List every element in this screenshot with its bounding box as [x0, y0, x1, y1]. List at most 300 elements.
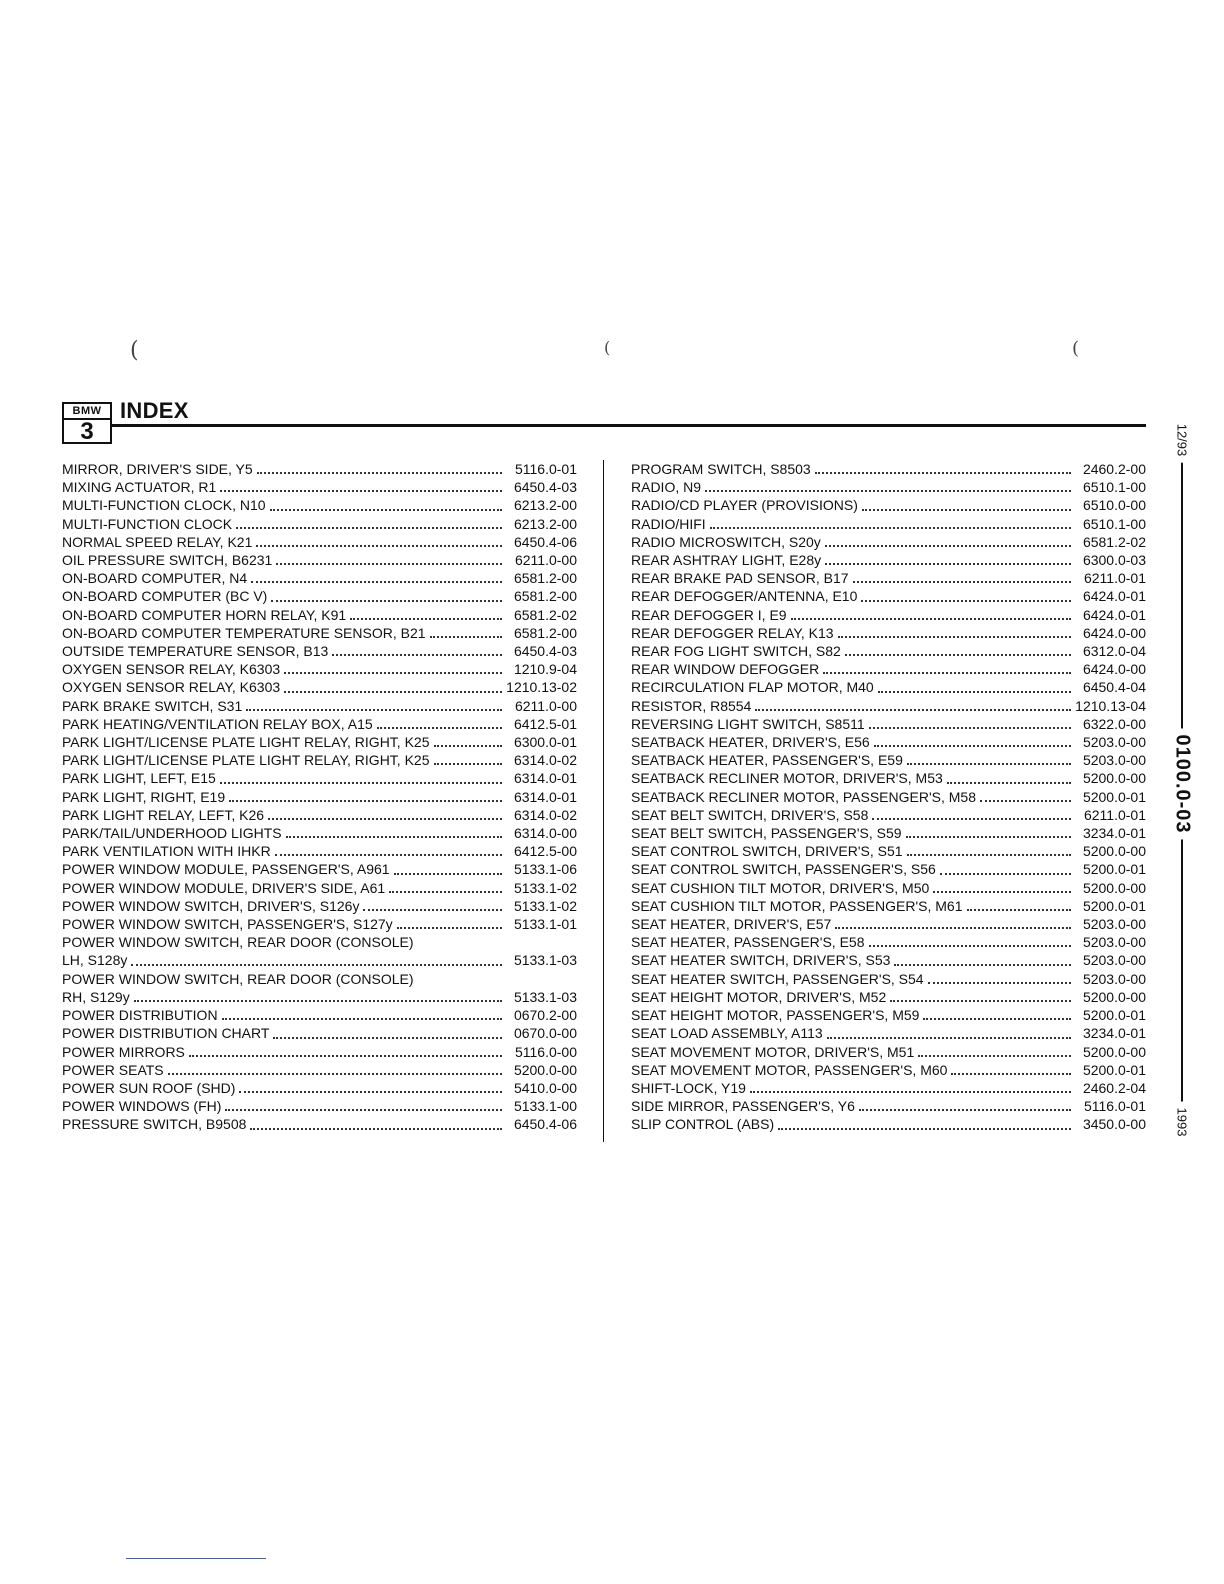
sidebar-page-number: 0100.0-03	[1171, 728, 1194, 839]
index-entry	[62, 842, 577, 860]
dot-leader	[710, 525, 1071, 529]
dot-leader	[907, 761, 1071, 765]
entry-reference: 5200.0-00	[1082, 843, 1146, 860]
entry-label: SEATBACK HEATER, DRIVER'S, E56	[631, 734, 870, 751]
entry-label: REAR DEFOGGER RELAY, K13	[631, 624, 834, 641]
index-entry	[62, 733, 577, 751]
entry-label: PROGRAM SWITCH, S8503	[631, 461, 811, 477]
entry-label: SEAT HEIGHT MOTOR, PASSENGER'S, M59	[631, 1007, 920, 1024]
index-entry	[631, 587, 1146, 605]
entry-label: PARK LIGHT/LICENSE PLATE LIGHT RELAY, RIGHT, K25	[62, 752, 430, 769]
entry-reference: 6424.0-01	[1082, 606, 1146, 623]
entry-label: PARK HEATING/VENTILATION RELAY BOX, A15	[62, 715, 373, 732]
entry-label: SIDE MIRROR, PASSENGER'S, Y6	[631, 1098, 855, 1115]
entry-reference: 3234.0-01	[1082, 825, 1146, 842]
dot-leader	[271, 598, 502, 602]
entry-reference: 2460.2-00	[1082, 461, 1146, 477]
sidebar-year: 1993	[1175, 1102, 1190, 1143]
dot-leader	[933, 889, 1071, 893]
entry-label: SEAT HEATER SWITCH, DRIVER'S, S53	[631, 952, 891, 969]
entry-reference: 5116.0-01	[1083, 1098, 1146, 1115]
entry-reference: 6312.0-04	[1082, 643, 1146, 660]
entry-reference: 6450.4-06	[513, 1116, 577, 1133]
dot-leader	[397, 925, 502, 929]
index-entry	[631, 988, 1146, 1006]
entry-label: POWER DISTRIBUTION	[62, 1007, 218, 1024]
entry-label: POWER WINDOW MODULE, DRIVER'S SIDE, A61	[62, 879, 386, 896]
index-entry	[62, 824, 577, 842]
dot-leader	[872, 816, 1071, 820]
index-entry	[631, 551, 1146, 569]
entry-label: POWER DISTRIBUTION CHART	[62, 1025, 270, 1042]
index-entry	[62, 806, 577, 824]
entry-label: SEAT CUSHION TILT MOTOR, DRIVER'S, M50	[631, 879, 930, 896]
index-entry	[62, 697, 577, 715]
entry-label: SEAT MOVEMENT MOTOR, DRIVER'S, M51	[631, 1043, 915, 1060]
entry-reference: 5133.1-03	[513, 988, 577, 1005]
dot-leader	[250, 1126, 502, 1130]
entry-label: ON-BOARD COMPUTER TEMPERATURE SENSOR, B21	[62, 624, 426, 641]
index-entry	[631, 606, 1146, 624]
entry-reference: 6211.0-00	[514, 697, 577, 714]
dot-leader	[434, 761, 503, 765]
dot-leader	[239, 1089, 502, 1093]
dot-leader	[256, 543, 502, 547]
entry-label: SEAT BELT SWITCH, DRIVER'S, S58	[631, 806, 869, 823]
dot-leader	[131, 962, 502, 966]
entry-reference: 6450.4-04	[1082, 679, 1146, 696]
dot-leader	[947, 780, 1071, 784]
footer-rule	[126, 1558, 266, 1559]
index-entry	[62, 569, 577, 587]
dot-leader	[220, 488, 502, 492]
entry-label: REAR FOG LIGHT SWITCH, S82	[631, 643, 841, 660]
index-entry	[62, 478, 577, 496]
entry-label: SHIFT-LOCK, Y19	[631, 1079, 746, 1096]
index-entry	[62, 1079, 577, 1097]
dot-leader	[189, 1053, 502, 1057]
entry-reference: 5203.0-00	[1082, 952, 1146, 969]
entry-reference: 2460.2-04	[1082, 1079, 1146, 1096]
entry-reference: 5200.0-01	[1082, 1061, 1146, 1078]
entry-label: SEAT MOVEMENT MOTOR, PASSENGER'S, M60	[631, 1061, 948, 1078]
entry-label: RADIO MICROSWITCH, S20y	[631, 533, 821, 550]
entry-label: ON-BOARD COMPUTER (BC V)	[62, 588, 268, 605]
index-entry	[631, 951, 1146, 969]
entry-label: POWER SUN ROOF (SHD)	[62, 1079, 236, 1096]
entry-reference: 5133.1-06	[513, 861, 577, 878]
dot-leader	[363, 907, 502, 911]
index-entry	[631, 1024, 1146, 1042]
entry-label: POWER SEATS	[62, 1061, 164, 1078]
entry-label: RADIO/HIFI	[631, 515, 706, 532]
dot-leader	[890, 998, 1071, 1002]
index-entry	[62, 1024, 577, 1042]
dot-leader	[923, 1016, 1071, 1020]
index-entry	[631, 460, 1146, 478]
entry-label: PARK LIGHT, RIGHT, E19	[62, 788, 226, 805]
dot-leader	[825, 561, 1071, 565]
index-entry	[631, 970, 1146, 988]
entry-reference: 6450.4-06	[513, 533, 577, 550]
entry-reference: 5203.0-00	[1082, 970, 1146, 987]
entry-reference: 5203.0-00	[1082, 916, 1146, 933]
entry-reference: 6424.0-00	[1082, 624, 1146, 641]
entry-label: ON-BOARD COMPUTER HORN RELAY, K91	[62, 606, 347, 623]
entry-label: SEAT BELT SWITCH, PASSENGER'S, S59	[631, 825, 902, 842]
dot-leader	[251, 579, 502, 583]
entry-reference: 5133.1-00	[513, 1098, 577, 1115]
index-entry	[62, 1097, 577, 1115]
dot-leader	[257, 470, 502, 474]
index-entry	[631, 478, 1146, 496]
entry-label: PARK LIGHT, LEFT, E15	[62, 770, 216, 787]
entry-reference: 5133.1-02	[513, 879, 577, 896]
index-entry	[631, 879, 1146, 897]
index-entry	[631, 769, 1146, 787]
entry-label: SEAT CONTROL SWITCH, DRIVER'S, S51	[631, 843, 903, 860]
dot-leader	[434, 743, 503, 747]
index-entry	[631, 624, 1146, 642]
entry-reference: 6581.2-00	[513, 624, 577, 641]
index-entry	[62, 769, 577, 787]
dot-leader	[940, 871, 1071, 875]
dot-leader	[750, 1089, 1071, 1093]
index-entry	[62, 606, 577, 624]
dot-leader	[377, 725, 502, 729]
index-entry	[62, 1043, 577, 1061]
index-entry	[62, 642, 577, 660]
dot-leader	[859, 1107, 1071, 1111]
punch-mark-center: (	[604, 338, 611, 357]
index-entry	[62, 1061, 577, 1079]
entry-label: SEAT HEIGHT MOTOR, DRIVER'S, M52	[631, 988, 887, 1005]
entry-label: PARK BRAKE SWITCH, S31	[62, 697, 243, 714]
entry-reference: 5200.0-01	[1082, 788, 1146, 805]
index-entry	[631, 1079, 1146, 1097]
entry-label: RECIRCULATION FLAP MOTOR, M40	[631, 679, 874, 696]
entry-reference: 6510.1-00	[1082, 479, 1146, 496]
dot-leader	[778, 1126, 1071, 1130]
entry-label: REAR ASHTRAY LIGHT, E28y	[631, 552, 822, 569]
index-entry	[631, 660, 1146, 678]
entry-label: MULTI-FUNCTION CLOCK	[62, 515, 233, 532]
index-entry	[631, 751, 1146, 769]
title-rule	[112, 424, 1146, 427]
entry-reference: 6424.0-00	[1082, 661, 1146, 678]
index-column-left	[62, 460, 577, 1134]
dot-leader	[236, 525, 502, 529]
entry-label: RESISTOR, R8554	[631, 697, 752, 714]
index-column-right	[631, 460, 1146, 1134]
dot-leader	[286, 834, 502, 838]
entry-label: PARK VENTILATION WITH IHKR	[62, 843, 271, 860]
entry-label: SEAT CUSHION TILT MOTOR, PASSENGER'S, M61	[631, 897, 963, 914]
logo-brand: BMW	[64, 404, 110, 420]
dot-leader	[907, 852, 1071, 856]
index-entry	[631, 642, 1146, 660]
entry-label: MIRROR, DRIVER'S SIDE, Y5	[62, 461, 253, 477]
entry-reference: 6581.2-02	[1082, 533, 1146, 550]
entry-reference: 6424.0-01	[1082, 588, 1146, 605]
entry-reference: 5133.1-01	[513, 916, 577, 933]
dot-leader	[284, 670, 502, 674]
entry-label: SLIP CONTROL (ABS)	[631, 1116, 775, 1133]
index-entry	[631, 1097, 1146, 1115]
index-entry	[62, 496, 577, 514]
dot-leader	[229, 798, 502, 802]
dot-leader	[394, 871, 502, 875]
entry-label: SEAT HEATER, PASSENGER'S, E58	[631, 934, 865, 951]
dot-leader	[134, 998, 502, 1002]
index-entry	[62, 915, 577, 933]
dot-leader	[332, 652, 502, 656]
index-entry	[631, 897, 1146, 915]
entry-reference: 5203.0-00	[1082, 734, 1146, 751]
entry-label: RH, S129y	[62, 988, 130, 1005]
entry-label: SEAT CONTROL SWITCH, PASSENGER'S, S56	[631, 861, 936, 878]
dot-leader	[246, 707, 502, 711]
dot-leader	[791, 616, 1071, 620]
index-entry	[631, 1115, 1146, 1133]
dot-leader	[275, 852, 502, 856]
column-divider	[603, 460, 604, 1142]
index-entry	[62, 988, 577, 1006]
dot-leader	[862, 507, 1071, 511]
entry-reference: 5200.0-00	[1082, 988, 1146, 1005]
dot-leader	[276, 561, 502, 565]
entry-label: REAR DEFOGGER/ANTENNA, E10	[631, 588, 858, 605]
entry-label: NORMAL SPEED RELAY, K21	[62, 533, 253, 550]
dot-leader	[825, 543, 1071, 547]
logo-series: 3	[80, 418, 94, 445]
entry-label: MIXING ACTUATOR, R1	[62, 479, 217, 496]
entry-reference: 5200.0-00	[1082, 879, 1146, 896]
entry-reference: 6510.1-00	[1082, 515, 1146, 532]
entry-label: RADIO, N9	[631, 479, 702, 496]
entry-reference: 1210.9-04	[513, 661, 577, 678]
entry-reference: 6581.2-02	[513, 606, 577, 623]
index-entry	[62, 551, 577, 569]
entry-label: POWER WINDOW SWITCH, DRIVER'S, S126y	[62, 897, 360, 914]
entry-reference: 6581.2-00	[513, 570, 577, 587]
index-entry	[62, 879, 577, 897]
index-entry	[62, 1115, 577, 1133]
entry-reference: 5203.0-00	[1082, 752, 1146, 769]
entry-reference: 5200.0-01	[1082, 861, 1146, 878]
index-entry	[62, 715, 577, 733]
dot-leader	[389, 889, 502, 893]
dot-leader	[168, 1071, 502, 1075]
dot-leader	[878, 689, 1071, 693]
index-entry	[631, 715, 1146, 733]
index-entry	[631, 733, 1146, 751]
dot-leader	[350, 616, 502, 620]
bmw-3-series-logo	[62, 402, 112, 444]
dot-leader	[906, 834, 1071, 838]
dot-leader	[861, 598, 1071, 602]
index-entry	[62, 897, 577, 915]
entry-reference: 6412.5-00	[513, 843, 577, 860]
dot-leader	[967, 907, 1072, 911]
entry-reference: 6412.5-01	[513, 715, 577, 732]
index-entry	[631, 697, 1146, 715]
index-entry	[62, 860, 577, 878]
entry-reference: 0670.0-00	[513, 1025, 577, 1042]
entry-label: SEATBACK HEATER, PASSENGER'S, E59	[631, 752, 903, 769]
entry-reference: 6510.0-00	[1082, 497, 1146, 514]
entry-label: SEAT LOAD ASSEMBLY, A113	[631, 1025, 823, 1042]
entry-label: PRESSURE SWITCH, B9508	[62, 1116, 247, 1133]
index-entry	[62, 587, 577, 605]
index-entry	[631, 678, 1146, 696]
entry-reference: 6211.0-01	[1083, 570, 1146, 587]
entry-reference: 5133.1-03	[513, 952, 577, 969]
index-entry	[631, 1043, 1146, 1061]
index-entry	[62, 788, 577, 806]
dot-leader	[284, 689, 502, 693]
entry-label: REAR BRAKE PAD SENSOR, B17	[631, 570, 849, 587]
entry-label: MULTI-FUNCTION CLOCK, N10	[62, 497, 266, 514]
dot-leader	[430, 634, 502, 638]
entry-reference: 6314.0-01	[513, 770, 577, 787]
entry-reference: 1210.13-02	[506, 679, 577, 696]
dot-leader	[270, 507, 502, 511]
entry-reference: 5200.0-00	[513, 1061, 577, 1078]
index-entry	[631, 496, 1146, 514]
dot-leader	[225, 1107, 502, 1111]
index-entry	[631, 915, 1146, 933]
entry-reference: 6314.0-00	[513, 825, 577, 842]
entry-reference: 6213.2-00	[513, 515, 577, 532]
entry-label: OUTSIDE TEMPERATURE SENSOR, B13	[62, 643, 329, 660]
dot-leader	[928, 980, 1071, 984]
dot-leader	[268, 816, 502, 820]
entry-label: POWER WINDOW MODULE, PASSENGER'S, A961	[62, 861, 390, 878]
dot-leader	[838, 634, 1071, 638]
index-entry	[631, 788, 1146, 806]
entry-label: SEAT HEATER SWITCH, PASSENGER'S, S54	[631, 970, 924, 987]
index-entry	[62, 624, 577, 642]
entry-label: POWER WINDOWS (FH)	[62, 1098, 222, 1115]
index-entry	[631, 824, 1146, 842]
entry-reference: 6322.0-00	[1082, 715, 1146, 732]
entry-label: POWER MIRRORS	[62, 1043, 185, 1060]
entry-label: OXYGEN SENSOR RELAY, K6303	[62, 679, 281, 696]
index-entry-prefix: POWER WINDOW SWITCH, REAR DOOR (CONSOLE)	[62, 934, 414, 951]
dot-leader	[894, 962, 1071, 966]
index-entry	[62, 1006, 577, 1024]
index-entry	[631, 515, 1146, 533]
dot-leader	[980, 798, 1071, 802]
entry-reference: 5133.1-02	[513, 897, 577, 914]
index-entry	[62, 951, 577, 969]
dot-leader	[869, 725, 1071, 729]
index-entry-prefix: POWER WINDOW SWITCH, REAR DOOR (CONSOLE)	[62, 970, 414, 987]
entry-reference: 3450.0-00	[1082, 1116, 1146, 1133]
dot-leader	[869, 943, 1072, 947]
page-title: INDEX	[120, 398, 189, 423]
index-entry	[631, 1061, 1146, 1079]
entry-label: POWER WINDOW SWITCH, PASSENGER'S, S127y	[62, 916, 393, 933]
entry-reference: 3234.0-01	[1082, 1025, 1146, 1042]
index-entry	[631, 569, 1146, 587]
index-entry	[631, 1006, 1146, 1024]
dot-leader	[273, 1035, 502, 1039]
index-entry	[62, 460, 577, 478]
entry-label: SEATBACK RECLINER MOTOR, DRIVER'S, M53	[631, 770, 943, 787]
entry-label: REAR DEFOGGER I, E9	[631, 606, 787, 623]
dot-leader	[823, 670, 1071, 674]
entry-label: OIL PRESSURE SWITCH, B6231	[62, 552, 273, 569]
index-entry	[62, 515, 577, 533]
index-entry	[631, 933, 1146, 951]
entry-label: REVERSING LIGHT SWITCH, S8511	[631, 715, 865, 732]
dot-leader	[845, 652, 1071, 656]
index-entry	[631, 533, 1146, 551]
index-entry	[631, 806, 1146, 824]
entry-reference: 6450.4-03	[513, 479, 577, 496]
entry-reference: 6300.0-01	[513, 734, 577, 751]
entry-label: ON-BOARD COMPUTER, N4	[62, 570, 248, 587]
index-entry	[631, 842, 1146, 860]
dot-leader	[755, 707, 1071, 711]
entry-reference: 5200.0-00	[1082, 1043, 1146, 1060]
entry-reference: 0670.2-00	[513, 1007, 577, 1024]
entry-reference: 5200.0-01	[1082, 897, 1146, 914]
entry-label: PARK LIGHT RELAY, LEFT, K26	[62, 806, 265, 823]
entry-label: RADIO/CD PLAYER (PROVISIONS)	[631, 497, 858, 514]
entry-reference: 5200.0-01	[1082, 1007, 1146, 1024]
dot-leader	[853, 579, 1071, 583]
entry-reference: 6211.0-01	[1083, 806, 1146, 823]
entry-label: LH, S128y	[62, 952, 128, 969]
entry-reference: 5410.0-00	[513, 1079, 577, 1096]
dot-leader	[918, 1053, 1071, 1057]
entry-reference: 6450.4-03	[513, 643, 577, 660]
dot-leader	[827, 1035, 1071, 1039]
entry-reference: 5203.0-00	[1082, 934, 1146, 951]
dot-leader	[220, 780, 502, 784]
entry-reference: 6211.0-00	[514, 552, 577, 569]
entry-label: REAR WINDOW DEFOGGER	[631, 661, 820, 678]
dot-leader	[815, 470, 1071, 474]
dot-leader	[874, 743, 1071, 747]
index-entry	[62, 533, 577, 551]
dot-leader	[835, 925, 1071, 929]
entry-reference: 6300.0-03	[1082, 552, 1146, 569]
entry-label: PARK/TAIL/UNDERHOOD LIGHTS	[62, 825, 282, 842]
index-entry	[62, 660, 577, 678]
page-sidebar	[1168, 414, 1196, 1144]
entry-reference: 6213.2-00	[513, 497, 577, 514]
entry-reference: 1210.13-04	[1075, 697, 1146, 714]
entry-reference: 6314.0-02	[513, 806, 577, 823]
entry-reference: 6314.0-02	[513, 752, 577, 769]
sidebar-date: 12/93	[1175, 418, 1190, 463]
entry-reference: 6581.2-00	[513, 588, 577, 605]
index-entry	[62, 751, 577, 769]
dot-leader	[222, 1016, 502, 1020]
index-entry	[631, 860, 1146, 878]
punch-mark-right: (	[1072, 338, 1080, 359]
entry-label: SEAT HEATER, DRIVER'S, E57	[631, 916, 832, 933]
entry-reference: 5116.0-00	[514, 1043, 577, 1060]
dot-leader	[705, 488, 1071, 492]
entry-reference: 5116.0-01	[514, 461, 577, 477]
punch-mark-left: (	[130, 338, 139, 363]
entry-reference: 6314.0-01	[513, 788, 577, 805]
